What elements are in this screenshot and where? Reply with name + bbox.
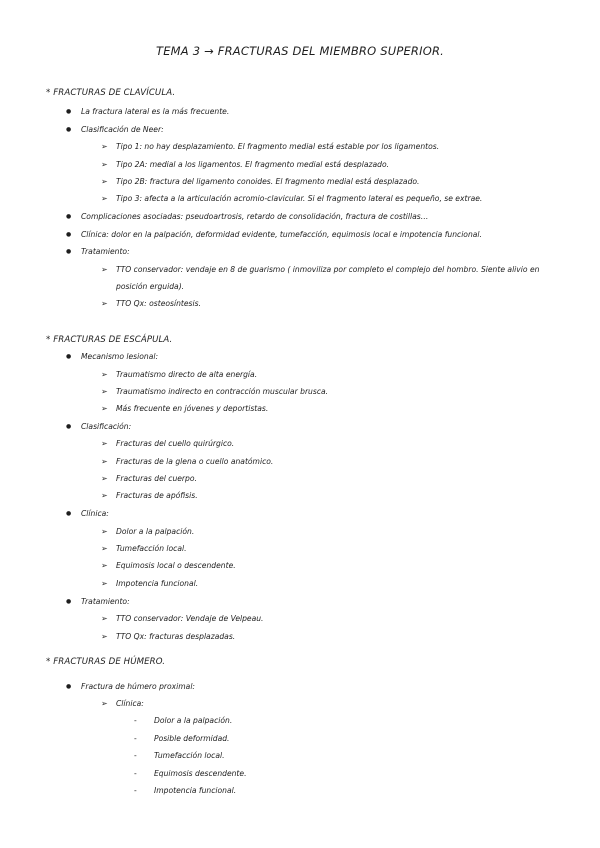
list-item [66,212,428,222]
item-text: Equimosis local o descendente. [116,561,236,570]
bullet-icon: ● [66,126,72,133]
list-item [66,682,195,692]
arrow-icon: ➢ [101,439,108,448]
arrow-icon: ➢ [101,160,108,169]
sub-item [101,544,187,554]
item-text: Tipo 2A: medial a los ligamentos. El fragmento medial está desplazado. [116,160,390,169]
item-text: Clínica: dolor en la palpación, deformidad evidente, tumefacción, equimosis local e impotencia funcional. [81,230,482,239]
sub-item [101,614,263,624]
bullet-icon: ● [66,108,72,115]
dash-icon: - [134,716,137,725]
bullet-icon: ● [66,423,72,430]
list-item [66,125,164,135]
sub-item [101,142,439,152]
sub-item [101,491,198,501]
sub-item [101,194,482,204]
item-text: Impotencia funcional. [154,786,237,795]
sub-sub-item [134,769,247,779]
list-item [66,107,229,117]
arrow-icon: ➢ [101,579,108,588]
sub-item [101,579,198,589]
item-text: Traumatismo directo de alta energía. [116,370,258,379]
sub-sub-item [134,716,232,726]
section-heading-humero: * FRACTURAS DE HÚMERO. [46,657,166,667]
item-text: Dolor a la palpación. [116,527,195,536]
bullet-icon: ● [66,248,72,255]
sub-item [101,404,268,414]
item-text: Impotencia funcional. [116,579,199,588]
sub-item [101,439,234,449]
sub-item [101,370,257,380]
sub-sub-item [134,786,236,796]
dash-icon: - [134,751,137,760]
item-text: TTO conservador: Vendaje de Velpeau. [116,614,264,623]
sub-item [101,177,419,187]
item-text: Más frecuente en jóvenes y deportistas. [116,404,269,413]
bullet-icon: ● [66,510,72,517]
bullet-icon: ● [66,213,72,220]
item-text: Fracturas del cuerpo. [116,474,197,483]
sub-item [101,699,144,709]
sub-item [101,632,235,642]
sub-item [101,265,539,275]
arrow-icon: ➢ [101,194,108,203]
list-item [66,597,130,607]
list-item [66,352,158,362]
document-title: TEMA 3 → FRACTURAS DEL MIEMBRO SUPERIOR. [155,44,445,58]
arrow-icon: ➢ [101,544,108,553]
item-text: Tipo 2B: fractura del ligamento conoides. El fragmento medial está desplazado. [116,177,420,186]
item-text: TTO Qx: fracturas desplazadas. [116,632,236,641]
item-text: Tratamiento: [81,597,130,606]
item-text: Clasificación de Neer: [81,125,164,134]
item-text: Tipo 1: no hay desplazamiento. El fragmento medial está estable por los ligamentos. [116,142,440,151]
arrow-icon: ➢ [101,177,108,186]
item-text: TTO Qx: osteosíntesis. [116,299,201,308]
sub-item [101,474,197,484]
sub-sub-item [134,751,225,761]
item-text: Tumefacción local. [154,751,225,760]
sub-item [101,457,273,467]
bullet-icon: ● [66,353,72,360]
item-text: Clasificación: [81,422,132,431]
sub-item [101,387,328,397]
sub-item [101,299,201,309]
section-heading-escapula: * FRACTURAS DE ESCÁPULA. [46,335,173,345]
arrow-icon: ➢ [101,474,108,483]
arrow-icon: ➢ [101,457,108,466]
item-text: La fractura lateral es la más frecuente. [81,107,230,116]
item-text: Tratamiento: [81,247,130,256]
dash-icon: - [134,734,137,743]
arrow-icon: ➢ [101,614,108,623]
item-text: TTO conservador: vendaje en 8 de guarismo ( inmoviliza por completo el complejo del hombro. Siente alivio en [116,265,540,274]
sub-sub-item [134,734,229,744]
list-item [66,247,130,257]
sub-item [101,527,194,537]
item-text: Fractura de húmero proximal: [81,682,195,691]
item-text: Mecanismo lesional: [81,352,159,361]
item-text: Complicaciones asociadas: pseudoartrosis, retardo de consolidación, fractura de costillas… [81,212,429,221]
arrow-icon: ➢ [101,527,108,536]
dash-icon: - [134,769,137,778]
arrow-icon: ➢ [101,632,108,641]
bullet-icon: ● [66,598,72,605]
list-item [66,509,109,519]
bullet-icon: ● [66,231,72,238]
arrow-icon: ➢ [101,370,108,379]
arrow-icon: ➢ [101,299,108,308]
sub-item [101,561,236,571]
list-item [66,422,131,432]
bullet-icon: ● [66,683,72,690]
arrow-icon: ➢ [101,387,108,396]
item-text: Equimosis descendente. [154,769,247,778]
section-heading-clavicula: * FRACTURAS DE CLAVÍCULA. [46,88,176,98]
arrow-icon: ➢ [101,265,108,274]
item-text: Fracturas de apófisis. [116,491,198,500]
arrow-icon: ➢ [101,404,108,413]
item-text: Fracturas de la glena o cuello anatómico. [116,457,274,466]
arrow-icon: ➢ [101,699,108,708]
item-text: Traumatismo indirecto en contracción muscular brusca. [116,387,329,396]
arrow-icon: ➢ [101,491,108,500]
item-text: Clínica: [81,509,109,518]
item-text: Posible deformidad. [154,734,230,743]
sub-item [101,160,389,170]
item-text: Tumefacción local. [116,544,187,553]
dash-icon: - [134,786,137,795]
sub-item-continuation: posición erguida). [116,282,185,291]
list-item [66,230,482,240]
item-text: Fracturas del cuello quirúrgico. [116,439,235,448]
item-text: Tipo 3: afecta a la articulación acromio-clavicular. Si el fragmento lateral es pequeño, se extrae. [116,194,483,203]
item-text: Dolor a la palpación. [154,716,233,725]
item-text: Clínica: [116,699,144,708]
arrow-icon: ➢ [101,142,108,151]
arrow-icon: ➢ [101,561,108,570]
